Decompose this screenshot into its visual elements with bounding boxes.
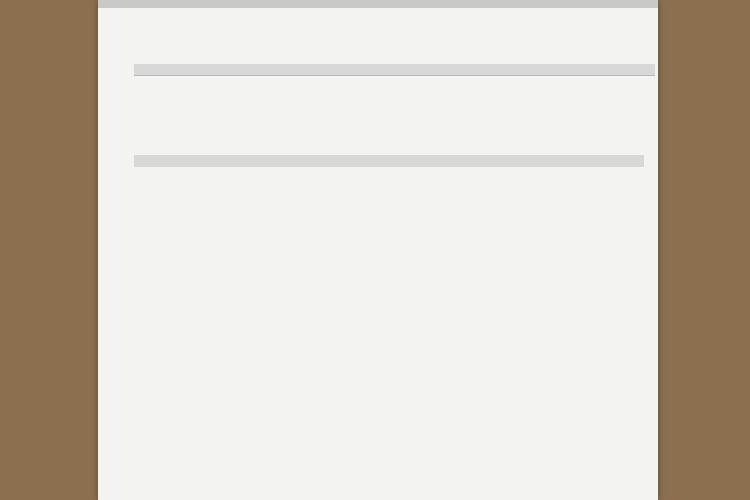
col-abstand (577, 64, 615, 76)
col-pl (134, 64, 152, 76)
col-inlap (543, 64, 577, 76)
officials-line-1 (134, 193, 154, 200)
col-reg (166, 64, 188, 76)
not-started-row (148, 169, 288, 176)
col-laps (419, 64, 453, 76)
col-gesamtzeit (453, 64, 501, 76)
not-started-header (134, 155, 644, 167)
race-stats (140, 42, 158, 58)
col-st (152, 64, 166, 76)
officials-line-2 (134, 203, 164, 213)
col-verein (297, 64, 419, 76)
clipboard-clip (98, 0, 658, 8)
results-sheet (98, 0, 658, 500)
col-differenz (615, 64, 655, 76)
col-name (188, 64, 297, 76)
col-fastlap (501, 64, 543, 76)
results-table (134, 64, 655, 76)
results-header-row (134, 64, 655, 76)
